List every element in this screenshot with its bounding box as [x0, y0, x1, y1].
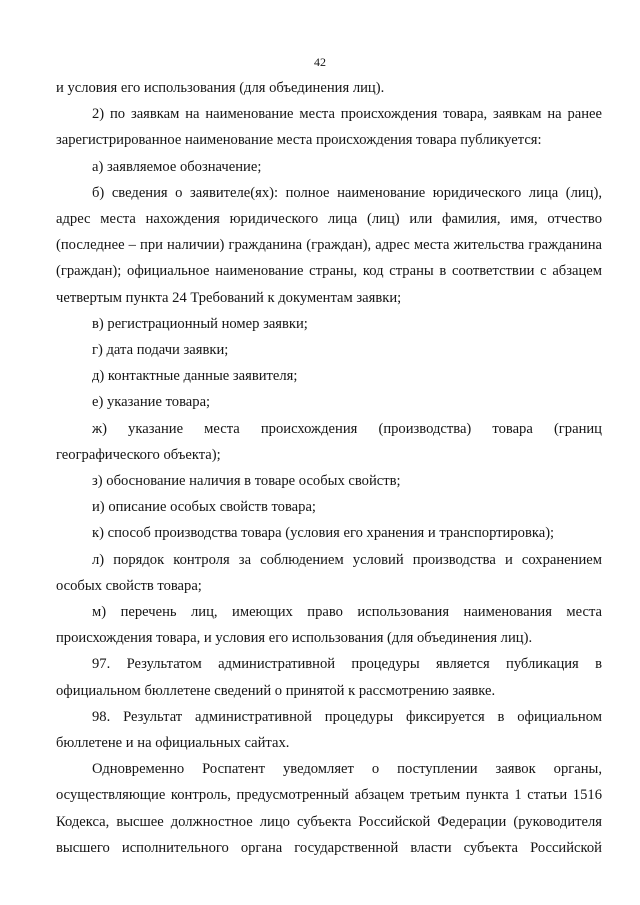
list-item-l: л) порядок контроля за соблюдением условий производства и сохранением особых свойств товара;	[56, 551, 602, 594]
page-number: 42	[314, 55, 326, 69]
document-body	[56, 75, 602, 861]
list-item-k: к) способ производства товара (условия его хранения и транспортировка);	[92, 525, 555, 542]
list-item-d: д) контактные данные заявителя;	[92, 368, 298, 385]
list-item-v: в) регистрационный номер заявки;	[92, 315, 308, 332]
list-item-g: г) дата подачи заявки;	[92, 342, 229, 359]
paragraph-notification: Одновременно Роспатент уведомляет о поступлении заявок органы, осуществляющие контроль, предусмотренный абзацем третьим пункта 1 статьи 1516 Кодекса, высшее должностное лицо субъекта Российской Федерации (руководителя высшего исполнительного органа государственной власти субъекта Российской	[56, 761, 602, 856]
list-item-z: з) обоснование наличия в товаре особых свойств;	[92, 473, 401, 490]
list-item-i: и) описание особых свойств товара;	[92, 499, 316, 516]
list-item-a: а) заявляемое обозначение;	[92, 158, 262, 175]
paragraph-97: 97. Результатом административной процедуры является публикация в официальном бюллетене сведений о принятой к рассмотрению заявке.	[56, 656, 602, 699]
list-item-zh: ж) указание места происхождения (производства) товара (границ географического объекта);	[56, 420, 602, 463]
paragraph-item-2: 2) по заявкам на наименование места происхождения товара, заявкам на ранее зарегистрированное наименование места происхождения товара публикуется:	[56, 106, 602, 149]
list-item-e: е) указание товара;	[92, 394, 211, 411]
paragraph-continuation: и условия его использования (для объединения лиц).	[56, 80, 385, 96]
list-item-m: м) перечень лиц, имеющих право использования наименования места происхождения товара, и условия его использования (для объединения лиц).	[56, 604, 602, 647]
list-item-b: б) сведения о заявителе(ях): полное наименование юридического лица (лиц), адрес места нахождения юридического лица (лиц) или фамилия, имя, отчество (последнее – при наличии) гражданина (граждан), адрес места жительства гражданина (граждан); официальное наименование страны, код страны в соответствии с абзацем четвертым пункта 24 Требований к документам заявки;	[56, 184, 602, 306]
paragraph-98: 98. Результат административной процедуры фиксируется в официальном бюллетене и на официальных сайтах.	[56, 708, 602, 752]
